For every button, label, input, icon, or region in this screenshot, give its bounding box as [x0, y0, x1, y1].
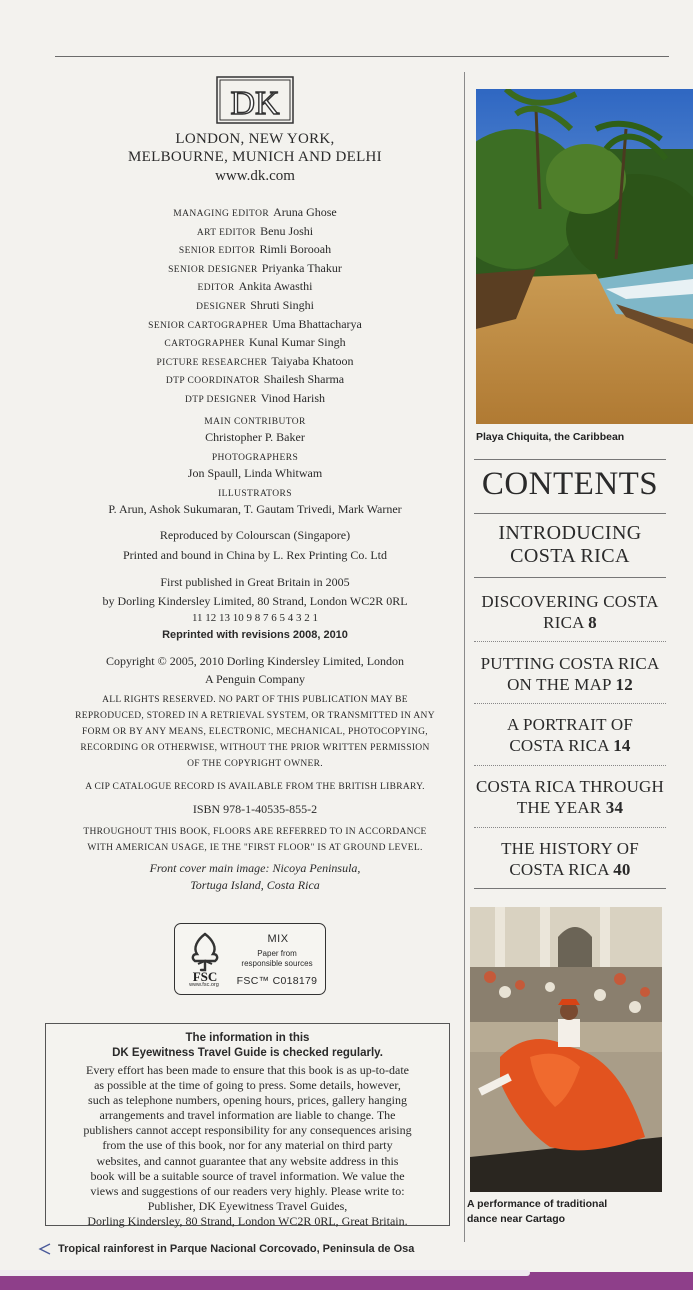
fsc-label [174, 923, 326, 995]
toc-separator [474, 765, 666, 766]
cover-credit: Tortuga Island, Costa Rica [190, 877, 320, 892]
dance-photo-caption: A performance of traditional dance near Cartago [467, 1198, 608, 1225]
toc-item[interactable]: THE HISTORY OF COSTA RICA 40 [501, 839, 639, 879]
fsc-code: FSC™ C018179 [236, 975, 318, 987]
toc-separator [474, 703, 666, 704]
contents-rule [474, 513, 666, 514]
toc-page-number: 14 [613, 736, 631, 755]
info-title: The information in this [185, 1032, 310, 1044]
illustrators-role: ILLUSTRATORS [218, 488, 292, 499]
credit-line: EDITOR Ankita Awasthi [197, 279, 313, 294]
credit-line: SENIOR EDITOR Rimli Borooah [178, 242, 332, 257]
info-notice-box [45, 1023, 450, 1226]
copyright-line: Copyright © 2005, 2010 Dorling Kindersley Limited, London [105, 653, 405, 668]
credits-list [55, 204, 455, 409]
toc-item[interactable]: A PORTRAIT OF COSTA RICA 14 [507, 715, 633, 755]
dance-photo [470, 907, 662, 1192]
credit-line: DTP COORDINATOR Shailesh Sharma [165, 372, 345, 387]
bottom-band-highlight [0, 1270, 530, 1276]
credit-line: ART EDITOR Benu Joshi [196, 223, 314, 238]
publisher-address: by Dorling Kindersley Limited, 80 Strand, London WC2R 0RL [102, 593, 408, 608]
toc-page-number: 8 [588, 613, 597, 632]
toc-section-heading: INTRODUCING COSTA RICA [498, 522, 642, 567]
fsc-website: www.fsc.org [189, 982, 219, 988]
main-contributor-name: Christopher P. Baker [205, 429, 305, 444]
floors-note: WITH AMERICAN USAGE, IE THE "FIRST FLOOR" IS AT GROUND LEVEL. [87, 842, 423, 853]
toc-page-number: 40 [613, 860, 631, 879]
info-body: Every effort has been made to ensure that this book is as up-to-date as possible at the time of going to press. Some details, however, such as telephone numbers, opening hours, prices, gallery hanging arrangements and travel information are liable to change. The publishers cannot accept responsibility for any consequences arising from the use of this book, nor for any material on third party websites, and cannot guarantee that any website address in this book will be a suitable source of travel information. We value the views and suggestions of our readers very highly. Please write to: Publisher, DK Eyewitness Travel Guides, Dorling Kindersley, 80 Strand, London WC2R 0RL, Great Britain. [83, 1063, 412, 1228]
credit-line: PICTURE RESEARCHER Taiyaba Khatoon [156, 353, 354, 368]
beach-photo [476, 89, 693, 424]
reproduced-line: Reproduced by Colourscan (Singapore) [159, 527, 351, 542]
rights-line: FORM OR BY ANY MEANS, ELECTRONIC, MECHANICAL, PHOTOCOPYING, [82, 726, 428, 737]
rights-line: REPRODUCED, STORED IN A RETRIEVAL SYSTEM, OR TRANSMITTED IN ANY [75, 710, 435, 721]
floors-note: THROUGHOUT THIS BOOK, FLOORS ARE REFERRED TO IN ACCORDANCE [83, 826, 427, 837]
illustrators-name: P. Arun, Ashok Sukumaran, T. Gautam Trivedi, Mark Warner [108, 501, 402, 516]
cip-line: A CIP CATALOGUE RECORD IS AVAILABLE FROM THE BRITISH LIBRARY. [85, 781, 425, 792]
penguin-line: A Penguin Company [204, 671, 305, 686]
imprint-column [55, 72, 455, 894]
toc-separator [474, 641, 666, 642]
photographers-role: PHOTOGRAPHERS [211, 452, 299, 463]
publisher-cities: LONDON, NEW YORK, MELBOURNE, MUNICH AND DELHI [128, 131, 382, 165]
beach-photo-caption: Playa Chiquita, the Caribbean [476, 431, 625, 443]
reprinted-line: Reprinted with revisions 2008, 2010 [162, 628, 348, 641]
credit-line: CARTOGRAPHER Kunal Kumar Singh [164, 335, 346, 350]
toc-item[interactable]: DISCOVERING COSTA RICA 8 [481, 592, 659, 632]
dk-logo-icon [216, 76, 294, 124]
printed-line: Printed and bound in China by L. Rex Printing Co. Ltd [123, 547, 387, 562]
toc-page-number: 34 [605, 798, 624, 817]
publisher-website: www.dk.com [215, 168, 295, 184]
fsc-tree-icon [183, 930, 227, 988]
fsc-mix: MIX [267, 933, 289, 945]
credit-line: DTP DESIGNER Vinod Harish [184, 390, 326, 405]
column-divider [464, 72, 465, 1242]
rights-line: OF THE COPYRIGHT OWNER. [187, 758, 323, 769]
photographers-name: Jon Spaull, Linda Whitwam [187, 465, 323, 480]
toc-page-number: 12 [615, 675, 633, 694]
cover-credit: Front cover main image: Nicoya Peninsula, [149, 860, 361, 875]
rights-line: RECORDING OR OTHERWISE, WITHOUT THE PRIOR WRITTEN PERMISSION [80, 742, 430, 753]
toc-separator [474, 827, 666, 828]
toc-separator [474, 577, 666, 578]
info-title: DK Eyewitness Travel Guide is checked regularly. [112, 1047, 383, 1059]
fsc-paper-text: Paper from responsible sources [241, 949, 313, 968]
rights-line: ALL RIGHTS RESERVED. NO PART OF THIS PUBLICATION MAY BE [102, 694, 408, 705]
credit-line: SENIOR DESIGNER Priyanka Thakur [168, 260, 342, 275]
first-published-line: First published in Great Britain in 2005 [160, 574, 350, 589]
credit-line: DESIGNER Shruti Singhi [196, 297, 314, 312]
arrow-left-icon [38, 1242, 52, 1256]
bottom-photo-caption: Tropical rainforest in Parque Nacional Corcovado, Peninsula de Osa [38, 1241, 438, 1257]
contents-rule [474, 459, 666, 460]
top-rule [55, 56, 669, 57]
contents-title: CONTENTS [481, 466, 659, 502]
svg-text:FSC: FSC [192, 969, 218, 984]
toc-item[interactable]: PUTTING COSTA RICA ON THE MAP 12 [480, 654, 660, 694]
credit-line: MANAGING EDITOR Aruna Ghose [173, 205, 337, 219]
isbn-line: ISBN 978-1-40535-855-2 [192, 801, 318, 816]
toc-item[interactable]: COSTA RICA THROUGH THE YEAR 34 [475, 777, 664, 817]
svg-text:DK: DK [230, 85, 280, 122]
toc-separator [474, 888, 666, 889]
print-line: 11 12 13 10 9 8 7 6 5 4 3 2 1 [191, 611, 319, 624]
credit-line: SENIOR CARTOGRAPHER Uma Bhattacharya [148, 316, 362, 331]
main-contributor-role: MAIN CONTRIBUTOR [204, 416, 306, 427]
